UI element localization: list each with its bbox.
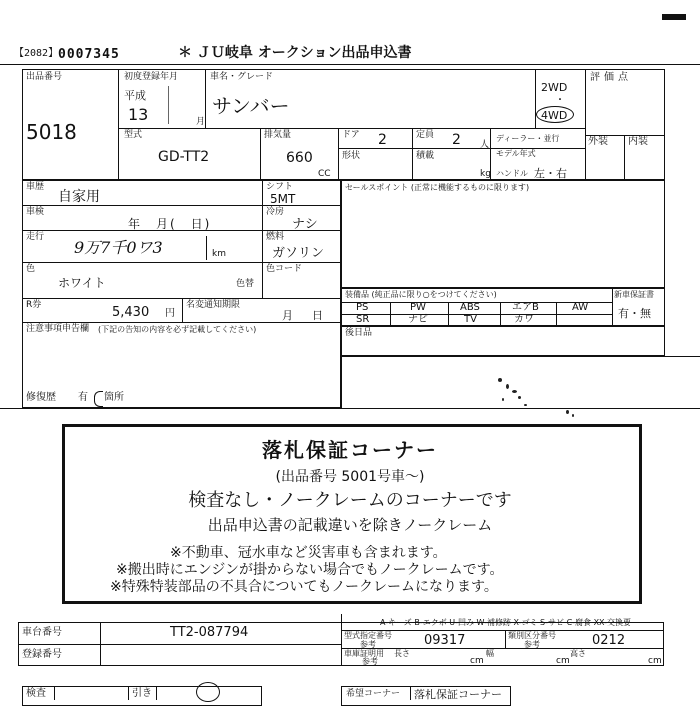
shift-label: シフト xyxy=(266,182,294,192)
yen-unit: 円 xyxy=(165,308,175,319)
class-label: 類別区分番号 xyxy=(508,631,556,640)
type-cert-value: 09317 xyxy=(424,633,466,648)
doors-value: 2 xyxy=(378,132,387,148)
notice-title: 落札保証コーナー xyxy=(262,438,438,462)
first-reg-year: 13 xyxy=(128,105,149,124)
notice-note2: ※搬出時にエンジンが掛からない場合でもノークレームです。 xyxy=(116,562,504,578)
equip-sr: SR xyxy=(356,314,370,325)
name-change-value: 月 日 xyxy=(282,309,327,322)
handle-label: ハンドル xyxy=(496,169,528,178)
history-value: 自家用 xyxy=(58,189,100,205)
era: 平成 xyxy=(124,89,146,102)
color-code-label: 色コード xyxy=(266,264,303,274)
cm-unit-3: cm xyxy=(648,656,662,666)
recycle-label: R券 xyxy=(26,300,42,310)
model-value: GD-TT2 xyxy=(158,149,210,165)
notice-note3: ※特殊特装部品の不具合についてもノークレームになります。 xyxy=(110,579,498,595)
stamp-mark xyxy=(196,682,220,702)
model-label: 型式 xyxy=(124,130,143,140)
equip-abs: ABS xyxy=(460,302,480,313)
form-serial: 0007345 xyxy=(58,47,120,62)
repaint-label: 色替 xyxy=(236,279,255,289)
color-label: 色 xyxy=(26,264,36,274)
height-label: 高さ xyxy=(570,649,586,658)
notice-line2: 出品申込書の記載違いを除きノークレーム xyxy=(207,516,493,534)
details-left xyxy=(22,180,341,408)
exterior-label: 外装 xyxy=(588,136,608,147)
inspection-value: 年 月( 日) xyxy=(128,217,212,231)
vehicle-cert-label: 車庫証明用 xyxy=(344,649,384,658)
fuel-label: 燃料 xyxy=(266,232,285,242)
form-code: 【2082】 xyxy=(14,48,59,59)
header-rule xyxy=(0,64,700,65)
equip-airbag: エアB xyxy=(512,302,539,313)
repair-value: 有 xyxy=(78,392,88,403)
new-warranty-value: 有・無 xyxy=(618,307,651,320)
displacement-value: 660 xyxy=(286,150,313,166)
name-change-label: 名変通知期限 xyxy=(186,300,241,310)
dealer-label: ディーラー・並行 xyxy=(496,134,560,143)
equip-leather: カワ xyxy=(514,314,534,325)
new-warranty-label: 新車保証書 xyxy=(614,290,654,299)
sales-point-label: セールスポイント (正常に機能するものに限ります) xyxy=(345,183,530,192)
rear-box xyxy=(341,326,665,356)
class-value: 0212 xyxy=(592,633,626,648)
chassis-label: 車台番号 xyxy=(22,627,62,638)
displacement-label: 排気量 xyxy=(264,130,292,140)
desired-value: 落札保証コーナー xyxy=(414,688,502,701)
ac-label: 冷房 xyxy=(266,207,285,217)
corner-mark xyxy=(662,14,686,20)
model-year-label: モデル年式 xyxy=(496,149,536,158)
capacity-value: 2 xyxy=(452,132,461,148)
equip-navi: ナビ xyxy=(408,314,428,325)
form-title: ＊ ＪＵ岐阜 オークション出品申込書 xyxy=(178,45,412,61)
notes-sub: (下記の告知の内容を必ず記載してください) xyxy=(98,325,257,334)
shift-value: 5MT xyxy=(270,192,296,206)
length-label: 長さ xyxy=(394,649,410,658)
equip-pw: PW xyxy=(410,302,426,313)
mileage-value: 9万7千0ワ3 xyxy=(74,238,163,257)
drive-4wd: 4WD xyxy=(541,109,568,122)
ref-label-2: 参考 xyxy=(524,640,540,649)
shape-label: 形状 xyxy=(342,151,361,161)
regno-label: 登録番号 xyxy=(22,649,62,660)
notice-line1: 検査なし・ノークレームのコーナーです xyxy=(188,490,512,511)
color-value: ホワイト xyxy=(58,276,106,290)
km-unit: km xyxy=(212,249,226,259)
load-label: 積載 xyxy=(416,151,435,161)
equip-ps: PS xyxy=(356,302,369,313)
history-label: 車歴 xyxy=(26,182,45,192)
eval-label: 評価点 xyxy=(590,72,632,83)
kg-unit: kg xyxy=(480,169,491,179)
lot-label: 出品番号 xyxy=(26,72,63,82)
cm-unit-1: cm xyxy=(470,656,484,666)
capacity-label: 定員 xyxy=(416,130,435,140)
recycle-amount: 5,430 xyxy=(112,305,150,320)
width-label: 幅 xyxy=(486,649,494,658)
equip-aw: AW xyxy=(572,302,589,313)
cert-row: A-キーズ B-エクボ U-凹み W-補修跡 X-ゴミ S-サビ C-腐食 XX-交換要 xyxy=(380,618,632,627)
notes-label: 注意事項申告欄 xyxy=(26,324,90,334)
name-label: 車名・グレード xyxy=(210,72,274,82)
fuel-value: ガソリン xyxy=(272,246,325,261)
person-unit: 人 xyxy=(480,140,490,150)
interior-label: 内装 xyxy=(628,136,648,147)
ref-label-1: 参考 xyxy=(360,640,376,649)
repair-label: 修復歴 xyxy=(26,392,56,403)
chassis-value: TT2-087794 xyxy=(170,625,249,640)
handle-value: 左・右 xyxy=(534,167,567,180)
equip-tv: TV xyxy=(464,314,477,325)
ac-value: ナシ xyxy=(292,217,318,232)
mileage-label: 走行 xyxy=(26,232,45,242)
desired-label: 希望コーナー xyxy=(346,689,401,699)
ref-label-3: 参考 xyxy=(362,657,378,666)
drive-2wd: 2WD xyxy=(541,81,568,94)
cc-unit: CC xyxy=(318,169,331,179)
inspect-label: 検査 xyxy=(26,688,46,699)
month-unit: 月 xyxy=(196,117,206,127)
cm-unit-2: cm xyxy=(556,656,570,666)
equipment-label: 装備品 (純正品に限り○をつけてください) xyxy=(345,290,497,299)
lot-number: 5018 xyxy=(26,120,77,144)
vehicle-name: サンバー xyxy=(212,94,290,118)
repair-suffix: 箇所 xyxy=(104,392,124,403)
inspection-label: 車検 xyxy=(26,207,45,217)
first-reg-label: 初度登録年月 xyxy=(124,72,179,82)
notice-lot-ref: (出品番号 5001号車〜) xyxy=(275,469,425,485)
rear-label: 後日品 xyxy=(345,328,373,338)
doors-label: ドア xyxy=(342,130,360,140)
notice-note1: ※不動車、冠水車など災害車も含まれます。 xyxy=(170,545,447,561)
type-cert-label: 型式指定番号 xyxy=(344,631,392,640)
pull-label: 引き xyxy=(132,688,152,699)
sales-point-box xyxy=(341,180,665,288)
